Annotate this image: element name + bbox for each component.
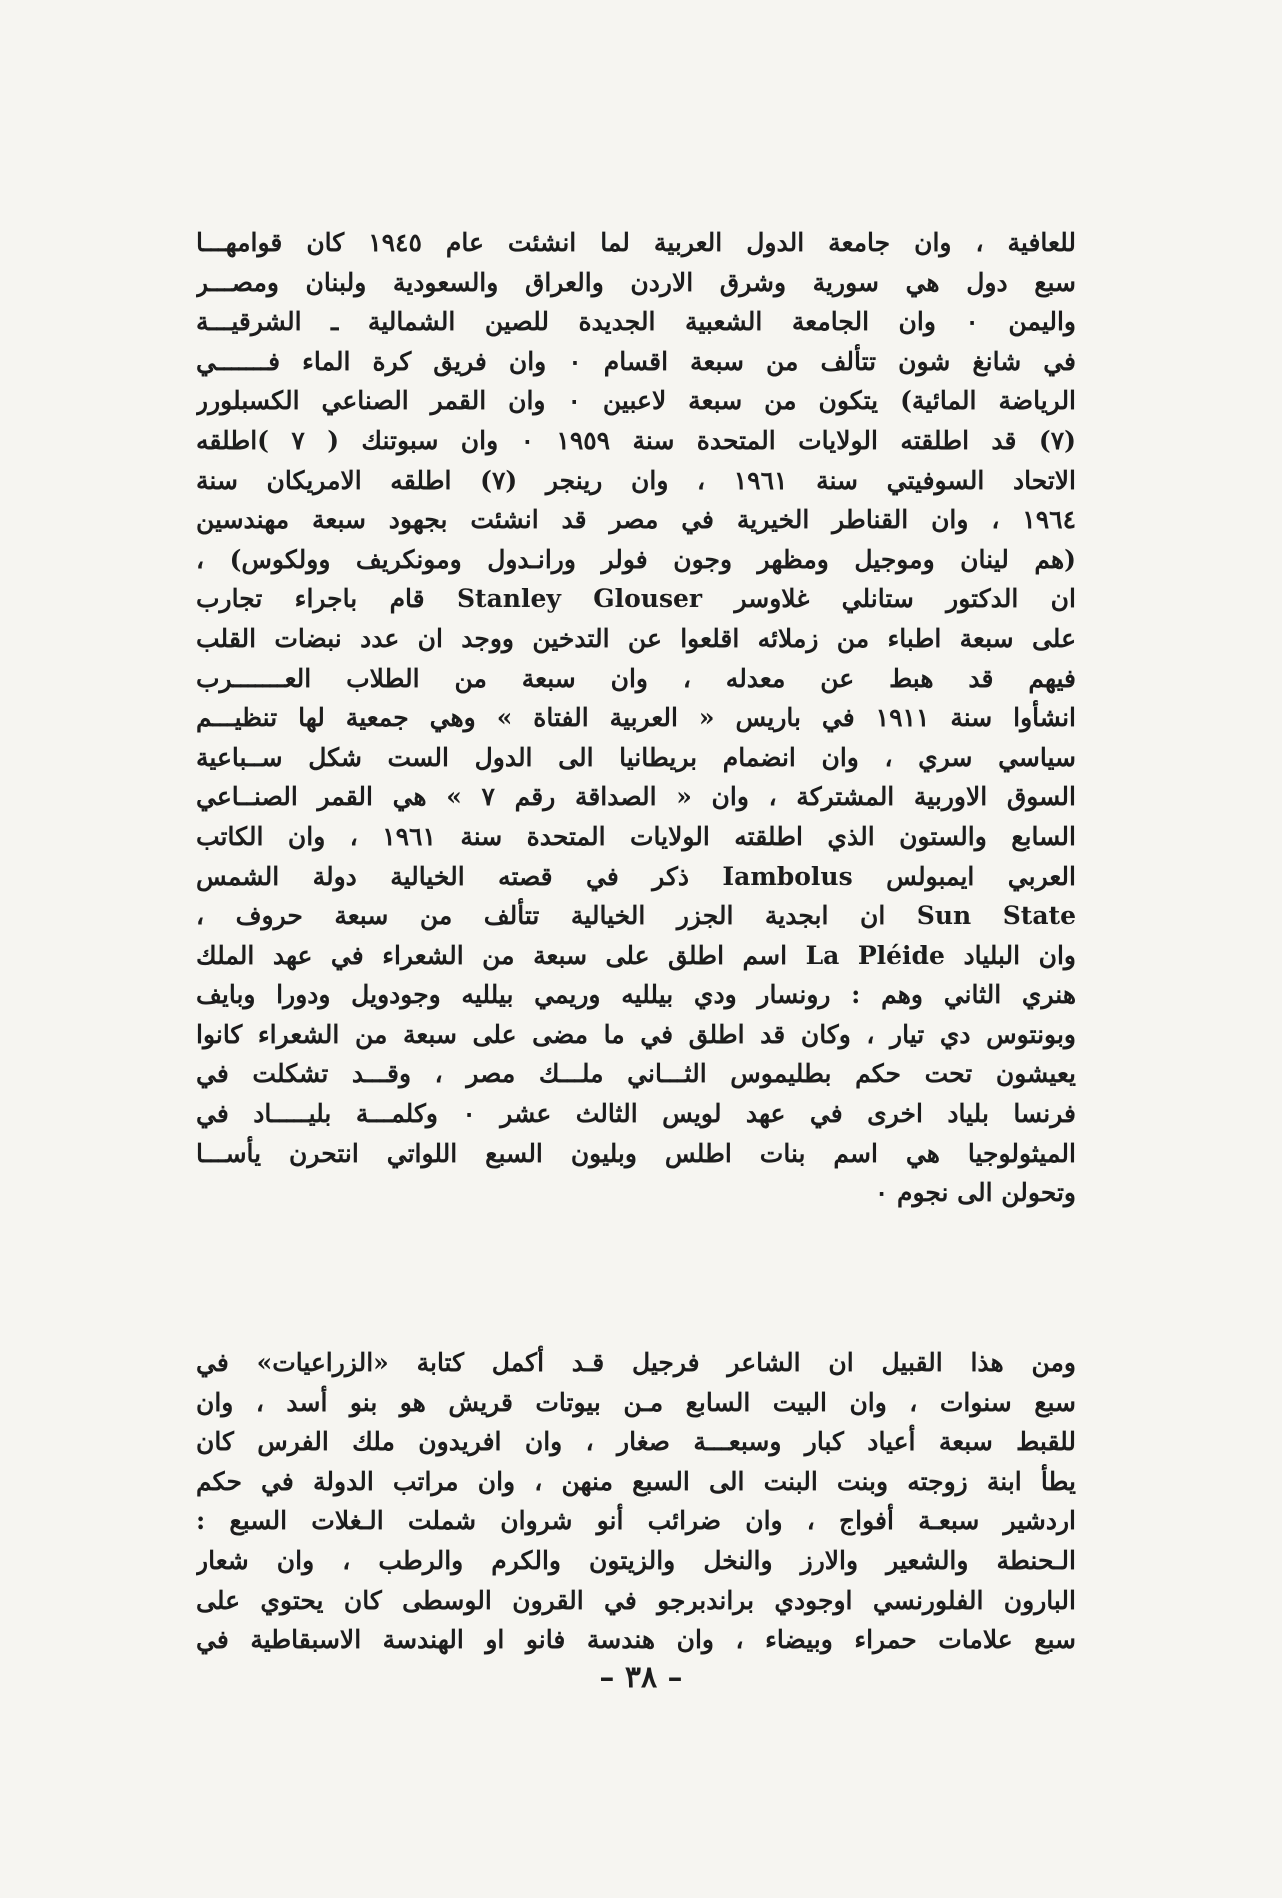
paragraph-1-line: وان البلياد La Pléide اسم اطلق على سبعة من الشعراء في عهد الملك [196,940,1076,970]
paragraph-1-line: الميثولوجيا هي اسم بنات اطلس وبليون السبع اللواتي انتحرن يأســـا [196,1138,1076,1168]
paragraph-2-line: سبع علامات حمراء وبيضاء ، وان هندسة فانو او الهندسة الاسبقاطية في [196,1625,1076,1655]
paragraph-1-line: للعافية ، وان جامعة الدول العربية لما انشئت عام ١٩٤٥ كان قوامهـــا [196,228,1076,257]
paragraph-1-line: سياسي سري ، وان انضمام بريطانيا الى الدول الست شكل ســباعية [196,742,1076,772]
page-number: – ٣٨ – [599,1660,683,1695]
paragraph-2-line: الـحنطة والشعير والارز والنخل والزيتون والكرم والرطب ، وان شعار [196,1545,1076,1575]
paragraph-2-line: البارون الفلورنسي اوجودي براندبرجو في القرون الوسطى كان يحتوي على [196,1585,1076,1615]
paragraph-1-line: Sun State ان ابجدية الجزر الخيالية تتألف من سبعة حروف ، [196,901,1076,931]
paragraph-1-line: ١٩٦٤ ، وان القناطر الخيرية في مصر قد انشئت بجهود سبعة مهندسين [196,505,1076,535]
paragraph-1-line: هنري الثاني وهم : رونسار ودي بيلليه وريمي بيلليه وجودويل ودورا وبايف [196,980,1076,1010]
paragraph-2-line: للقبط سبعة أعياد كبار وسبعـــة صغار ، وان افريدون ملك الفرس كان [196,1427,1076,1457]
paragraph-2 [196,1343,1076,1660]
paragraph-1-line: على سبعة اطباء من زملائه اقلعوا عن التدخين ووجد ان عدد نبضات القلب [196,623,1076,653]
paragraph-1-line: فيهم قد هبط عن معدله ، وان سبعة من الطلاب العـــــــرب [196,663,1076,693]
paragraph-1-line: فرنسا بلياد اخرى في عهد لويس الثالث عشر ٠ وكلمـــة بليـــــاد في [196,1099,1076,1129]
paragraph-1-line: الاتحاد السوفيتي سنة ١٩٦١ ، وان رينجر (٧) اطلقه الامريكان سنة [196,465,1076,495]
paragraph-1-line: الرياضة المائية) يتكون من سبعة لاعبين ٠ وان القمر الصناعي الكسبلورر [196,386,1076,416]
paragraph-1 [196,223,1076,1213]
paragraph-1-line: سبع دول هي سورية وشرق الاردن والعراق والسعودية ولبنان ومصـــر [196,267,1076,297]
paragraph-1-line: يعيشون تحت حكم بطليموس الثـــاني ملـــك مصر ، وقـــد تشكلت في [196,1059,1076,1089]
paragraph-1-line: انشأوا سنة ١٩١١ في باريس « العربية الفتاة » وهي جمعية لها تنظيـــم [196,703,1076,733]
paragraph-1-line: وبونتوس دي تيار ، وكان قد اطلق في ما مضى على سبعة من الشعراء كانوا [196,1019,1076,1049]
paragraph-2-line: ومن هذا القبيل ان الشاعر فرجيل قـد أكمل كتابة «الزراعيات» في [196,1348,1076,1377]
paragraph-1-line: السابع والستون الذي اطلقته الولايات المتحدة سنة ١٩٦١ ، وان الكاتب [196,821,1076,851]
paragraph-1-line: وتحولن الى نجوم ٠ [874,1178,1076,1208]
paragraph-1-line: السوق الاوربية المشتركة ، وان « الصداقة رقم ٧ » هي القمر الصنــاعي [196,782,1076,812]
paragraph-1-line: ان الدكتور ستانلي غلاوسر Stanley Glouser قام باجراء تجارب [196,584,1076,614]
paragraph-1-line: العربي ايمبولس Iambolus ذكر في قصته الخيالية دولة الشمس [196,861,1076,891]
paragraph-1-line: (٧) قد اطلقته الولايات المتحدة سنة ١٩٥٩ ٠ وان سبوتنك ( ٧ )اطلقه [196,425,1076,455]
paragraph-2-line: يطأ ابنة زوجته وبنت البنت الى السبع منهن ، وان مراتب الدولة في حكم [196,1466,1076,1496]
paragraph-1-line: واليمن ٠ وان الجامعة الشعبية الجديدة للصين الشمالية ـ الشرقيـــة [196,307,1076,337]
paragraph-1-line: (هم لينان وموجيل ومظهر وجون فولر ورانـدول ومونكريف وولكوس) ، [196,544,1076,574]
paragraph-2-line: اردشير سبعـة أفواج ، وان ضرائب أنو شروان شملت الـغلات السبع : [196,1506,1076,1536]
paragraph-1-line: في شانغ شون تتألف من سبعة اقسام ٠ وان فريق كرة الماء فـــــــي [196,346,1076,376]
paragraph-2-line: سبع سنوات ، وان البيت السابع مـن بيوتات قريش هو بنو أسد ، وان [196,1387,1076,1417]
